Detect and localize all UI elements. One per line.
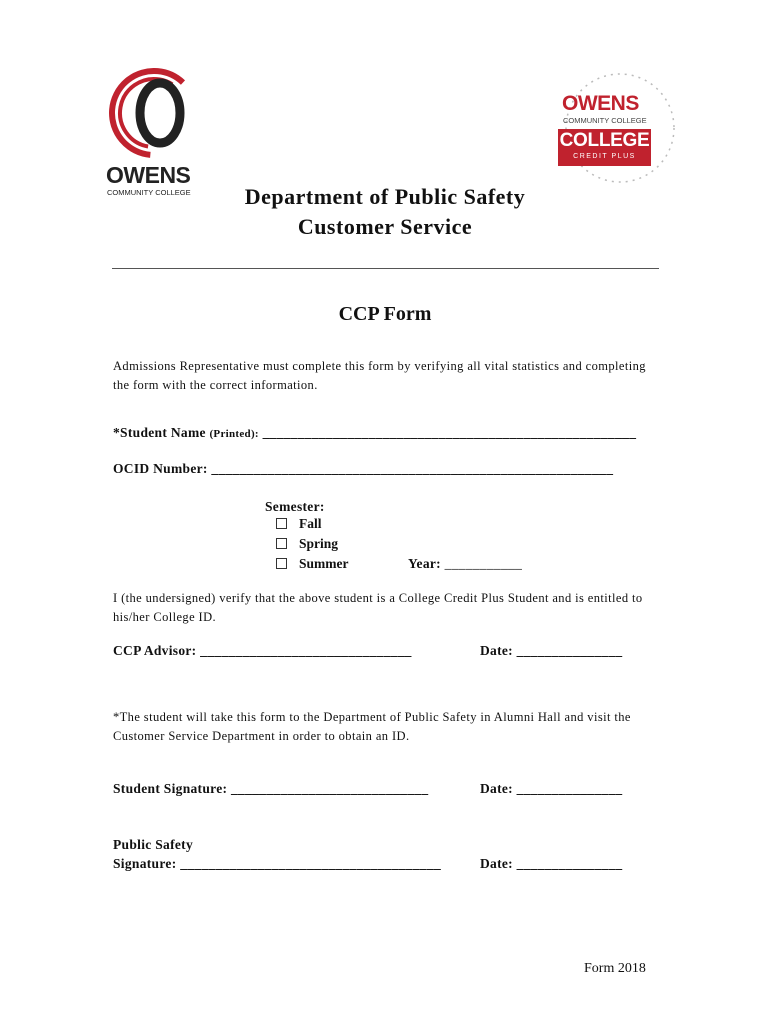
ocid-line[interactable]: _________________________________________________________ [211, 461, 614, 476]
student-signature-field[interactable] [113, 781, 428, 797]
instruction-note: *The student will take this form to the Department of Public Safety in Alumni Hall and visit the Customer Service Department in order to obtain an ID. [113, 710, 631, 743]
logo-right-sub: COMMUNITY COLLEGE [563, 116, 647, 125]
student-signature-line[interactable]: ____________________________ [230, 781, 429, 796]
advisor-line[interactable]: ______________________________ [200, 643, 412, 658]
form-heading: CCP Form [338, 303, 432, 325]
semester-option-spring[interactable] [276, 536, 338, 552]
form-version-footer: Form 2018 [584, 961, 646, 976]
student-date-field[interactable] [480, 781, 622, 797]
header-divider [112, 268, 659, 269]
advisor-label: CCP Advisor: [113, 643, 197, 658]
page-subtitle: Customer Service [297, 214, 473, 239]
student-name-printed-note: (Printed): [209, 428, 259, 440]
ocid-field[interactable] [113, 461, 613, 477]
student-signature-label: Student Signature: [113, 781, 228, 796]
year-line[interactable]: ___________ [444, 556, 523, 571]
public-safety-label: Public Safety [113, 837, 194, 852]
student-name-field[interactable] [113, 425, 636, 441]
ccp-badge [558, 129, 651, 166]
ccp-badge-sub: CREDIT PLUS [573, 153, 636, 160]
intro-text: Admissions Representative must complete this form by verifying all vital statistics and completing the form with the correct information. [113, 359, 646, 392]
date-label: Date: [480, 781, 513, 796]
owens-logo-left [104, 68, 200, 203]
date-label: Date: [480, 856, 513, 871]
public-safety-date-field[interactable] [480, 856, 622, 872]
date-line[interactable]: _______________ [516, 643, 623, 658]
year-field[interactable] [408, 556, 522, 572]
ccp-logo-right [548, 70, 678, 188]
date-line[interactable]: _______________ [516, 856, 623, 871]
page-title: Department of Public Safety [244, 184, 526, 209]
date-line[interactable]: _______________ [516, 781, 623, 796]
student-name-line[interactable]: _____________________________________________________ [262, 425, 637, 440]
semester-option-label: Summer [299, 556, 349, 571]
year-label: Year: [408, 556, 441, 571]
logo-left-sub: COMMUNITY COLLEGE [107, 188, 191, 197]
public-safety-signature-line[interactable]: _____________________________________ [180, 856, 442, 871]
semester-option-label: Fall [299, 516, 322, 531]
logo-left-name: OWENS [106, 162, 191, 188]
ocid-label: OCID Number: [113, 461, 208, 476]
checkbox-icon[interactable] [276, 538, 287, 549]
advisor-date-field[interactable] [480, 643, 622, 659]
semester-option-summer[interactable] [276, 556, 349, 572]
ccp-badge-label: COLLEGE [559, 130, 650, 151]
student-name-label: *Student Name [113, 425, 206, 440]
checkbox-icon[interactable] [276, 518, 287, 529]
semester-option-label: Spring [299, 536, 339, 551]
verification-statement: I (the undersigned) verify that the above student is a College Credit Plus Student and is entitled to his/her College ID. [113, 591, 643, 624]
logo-right-name: OWENS [562, 92, 639, 115]
public-safety-signature-label: Signature: [113, 856, 177, 871]
advisor-field[interactable] [113, 643, 412, 659]
semester-option-fall[interactable] [276, 516, 322, 532]
public-safety-signature-field[interactable] [113, 856, 441, 872]
checkbox-icon[interactable] [276, 558, 287, 569]
date-label: Date: [480, 643, 513, 658]
semester-label: Semester: [265, 499, 325, 514]
